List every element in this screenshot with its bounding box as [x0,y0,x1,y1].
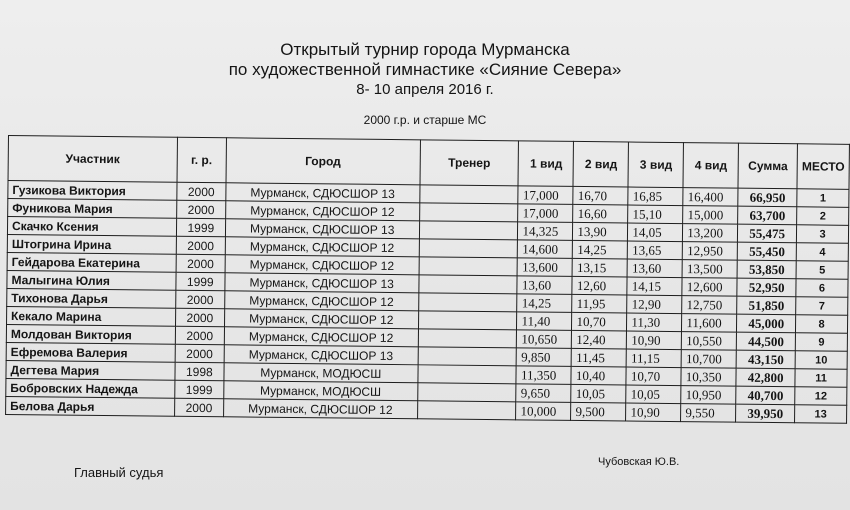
place-cell: 3 [797,225,849,244]
score-apparatus-3-cell: 15,10 [628,205,683,224]
results-table-body [6,181,849,424]
score-apparatus-1-cell: 14,25 [517,294,572,313]
birth-year-cell: 2000 [175,326,224,345]
city-club-cell: Мурманск, СДЮСШОР 12 [224,327,418,347]
score-apparatus-2-cell: 14,25 [573,240,628,259]
coach-cell [418,329,517,348]
participant-name-cell: Малыгина Юлия [7,270,176,290]
city-club-cell: Мурманск, СДЮСШОР 12 [225,237,419,257]
place-cell: 1 [797,189,849,208]
score-apparatus-1-cell: 17,000 [518,204,573,223]
chief-judge-label: Главный судья [74,465,164,480]
score-apparatus-1-cell: 11,350 [516,366,571,385]
birth-year-cell: 1999 [175,380,224,399]
participant-name-cell: Скачко Ксения [7,217,176,237]
column-header-apparatus-2: 2 вид [573,141,628,187]
place-cell: 5 [796,261,848,280]
score-apparatus-3-cell: 10,90 [627,331,682,350]
birth-year-cell: 2000 [176,236,225,255]
column-header-apparatus-4: 4 вид [683,143,738,189]
birth-year-cell: 2000 [175,308,224,327]
place-cell: 8 [796,315,848,334]
score-apparatus-3-cell: 14,05 [628,223,683,242]
place-cell: 9 [795,333,847,352]
city-club-cell: Мурманск, СДЮСШОР 12 [225,291,419,311]
score-apparatus-3-cell: 11,30 [627,313,682,332]
score-apparatus-1-cell: 13,60 [517,276,572,295]
score-apparatus-2-cell: 10,40 [571,366,626,385]
total-score-cell: 51,850 [737,296,796,315]
score-apparatus-2-cell: 16,70 [573,186,628,205]
birth-year-cell: 2000 [176,254,225,273]
participant-name-cell: Штогрина Ирина [7,234,176,254]
column-header-apparatus-1: 1 вид [518,141,573,187]
score-apparatus-2-cell: 12,60 [572,276,627,295]
total-score-cell: 53,850 [737,260,796,279]
coach-cell [419,221,518,240]
score-apparatus-2-cell: 16,60 [573,204,628,223]
total-score-cell: 66,950 [738,188,797,207]
document-title-line2: по художественной гимнастике «Сияние Севера» [228,60,622,79]
coach-cell [419,257,518,276]
birth-year-cell: 1999 [176,218,225,237]
score-apparatus-2-cell: 10,70 [572,312,627,331]
participant-name-cell: Дегтева Мария [6,360,175,380]
score-apparatus-3-cell: 10,05 [626,385,681,404]
score-apparatus-4-cell: 12,750 [682,296,737,315]
score-apparatus-4-cell: 10,350 [681,368,736,387]
column-header-place: МЕСТО [797,144,849,190]
place-cell: 12 [795,387,847,406]
coach-cell [419,185,518,204]
participant-name-cell: Гейдарова Екатерина [7,252,176,272]
column-header-coach: Тренер [420,140,519,186]
column-header-apparatus-3: 3 вид [628,142,683,188]
total-score-cell: 44,500 [737,332,796,351]
coach-cell [417,401,516,420]
score-apparatus-2-cell: 13,15 [572,258,627,277]
total-score-cell: 43,150 [736,350,795,369]
score-apparatus-2-cell: 12,40 [572,330,627,349]
score-apparatus-1-cell: 9,850 [517,348,572,367]
total-score-cell: 40,700 [736,386,795,405]
score-apparatus-4-cell: 11,600 [682,314,737,333]
total-score-cell: 42,800 [736,368,795,387]
score-apparatus-2-cell: 11,45 [572,348,627,367]
place-cell: 6 [796,279,848,298]
place-cell: 13 [795,405,847,424]
birth-year-cell: 1998 [175,362,224,381]
city-club-cell: Мурманск, СДЮСШОР 12 [223,399,417,419]
coach-cell [419,239,518,258]
place-cell: 7 [796,297,848,316]
event-dates: 8- 10 апреля 2016 г. [356,81,494,98]
score-apparatus-1-cell: 13,600 [518,258,573,277]
coach-cell [418,365,517,384]
coach-cell [417,383,516,402]
city-club-cell: Мурманск, СДЮСШОР 12 [225,255,419,275]
city-club-cell: Мурманск, СДЮСШОР 12 [225,201,419,221]
total-score-cell: 55,450 [737,242,796,261]
place-cell: 11 [795,369,847,388]
score-apparatus-4-cell: 10,950 [681,386,736,405]
score-apparatus-3-cell: 10,70 [626,367,681,386]
total-score-cell: 39,950 [736,404,795,423]
place-cell: 4 [796,243,848,262]
city-club-cell: Мурманск, МОДЮСШ [224,363,418,383]
score-apparatus-3-cell: 13,65 [628,241,683,260]
score-apparatus-4-cell: 15,000 [683,206,738,225]
results-table [5,135,850,424]
city-club-cell: Мурманск, СДЮСШОР 13 [225,219,419,239]
score-apparatus-1-cell: 10,000 [516,402,571,421]
score-apparatus-1-cell: 14,325 [518,222,573,241]
total-score-cell: 55,475 [738,224,797,243]
participant-name-cell: Бобровских Надежда [6,378,175,398]
score-apparatus-3-cell: 13,60 [627,259,682,278]
score-apparatus-4-cell: 10,550 [682,332,737,351]
city-club-cell: Мурманск, МОДЮСШ [224,381,418,401]
category-subtitle: 2000 г.р. и старше МС [363,113,487,127]
score-apparatus-3-cell: 11,15 [626,349,681,368]
score-apparatus-4-cell: 13,200 [683,224,738,243]
score-apparatus-3-cell: 12,90 [627,295,682,314]
score-apparatus-1-cell: 9,650 [516,384,571,403]
participant-name-cell: Молдован Виктория [6,324,175,344]
participant-name-cell: Тихонова Дарья [7,288,176,308]
place-cell: 10 [795,351,847,370]
participant-name-cell: Белова Дарья [6,396,175,416]
column-header-participant: Участник [8,136,177,183]
city-club-cell: Мурманск, СДЮСШОР 12 [224,309,418,329]
score-apparatus-2-cell: 9,500 [571,402,626,421]
place-cell: 2 [797,207,849,226]
score-apparatus-2-cell: 11,95 [572,294,627,313]
score-apparatus-4-cell: 9,550 [681,404,736,423]
score-apparatus-4-cell: 10,700 [681,350,736,369]
coach-cell [418,293,517,312]
coach-cell [418,347,517,366]
birth-year-cell: 1999 [176,272,225,291]
city-club-cell: Мурманск, СДЮСШОР 13 [225,273,419,293]
birth-year-cell: 2000 [174,398,223,417]
participant-name-cell: Фуникова Мария [8,199,177,219]
city-club-cell: Мурманск, СДЮСШОР 13 [226,183,420,203]
score-apparatus-4-cell: 12,600 [682,278,737,297]
participant-name-cell: Ефремова Валерия [6,342,175,362]
score-apparatus-1-cell: 11,40 [517,312,572,331]
total-score-cell: 45,000 [737,314,796,333]
birth-year-cell: 2000 [175,344,224,363]
score-apparatus-2-cell: 13,90 [573,222,628,241]
birth-year-cell: 2000 [176,290,225,309]
column-header-total: Сумма [738,143,797,189]
score-apparatus-4-cell: 12,950 [683,242,738,261]
column-header-city: Город [226,138,420,185]
score-apparatus-1-cell: 10,650 [517,330,572,349]
score-apparatus-4-cell: 13,500 [682,260,737,279]
score-apparatus-3-cell: 14,15 [627,277,682,296]
score-apparatus-4-cell: 16,400 [683,188,738,207]
birth-year-cell: 2000 [177,182,226,201]
coach-cell [419,203,518,222]
coach-cell [418,311,517,330]
total-score-cell: 63,700 [738,206,797,225]
document-title: Открытый турнир города Мурманска [280,40,570,59]
total-score-cell: 52,950 [737,278,796,297]
score-apparatus-3-cell: 10,90 [626,403,681,422]
coach-cell [419,275,518,294]
column-header-birth-year: г. р. [177,137,226,183]
score-apparatus-1-cell: 14,600 [518,240,573,259]
score-apparatus-2-cell: 10,05 [571,384,626,403]
chief-judge-name: Чубовская Ю.В. [598,456,680,468]
city-club-cell: Мурманск, СДЮСШОР 13 [224,345,418,365]
participant-name-cell: Гузикова Виктория [8,181,177,201]
score-apparatus-3-cell: 16,85 [628,187,683,206]
score-apparatus-1-cell: 17,000 [518,186,573,205]
participant-name-cell: Кекало Марина [7,306,176,326]
birth-year-cell: 2000 [177,200,226,219]
